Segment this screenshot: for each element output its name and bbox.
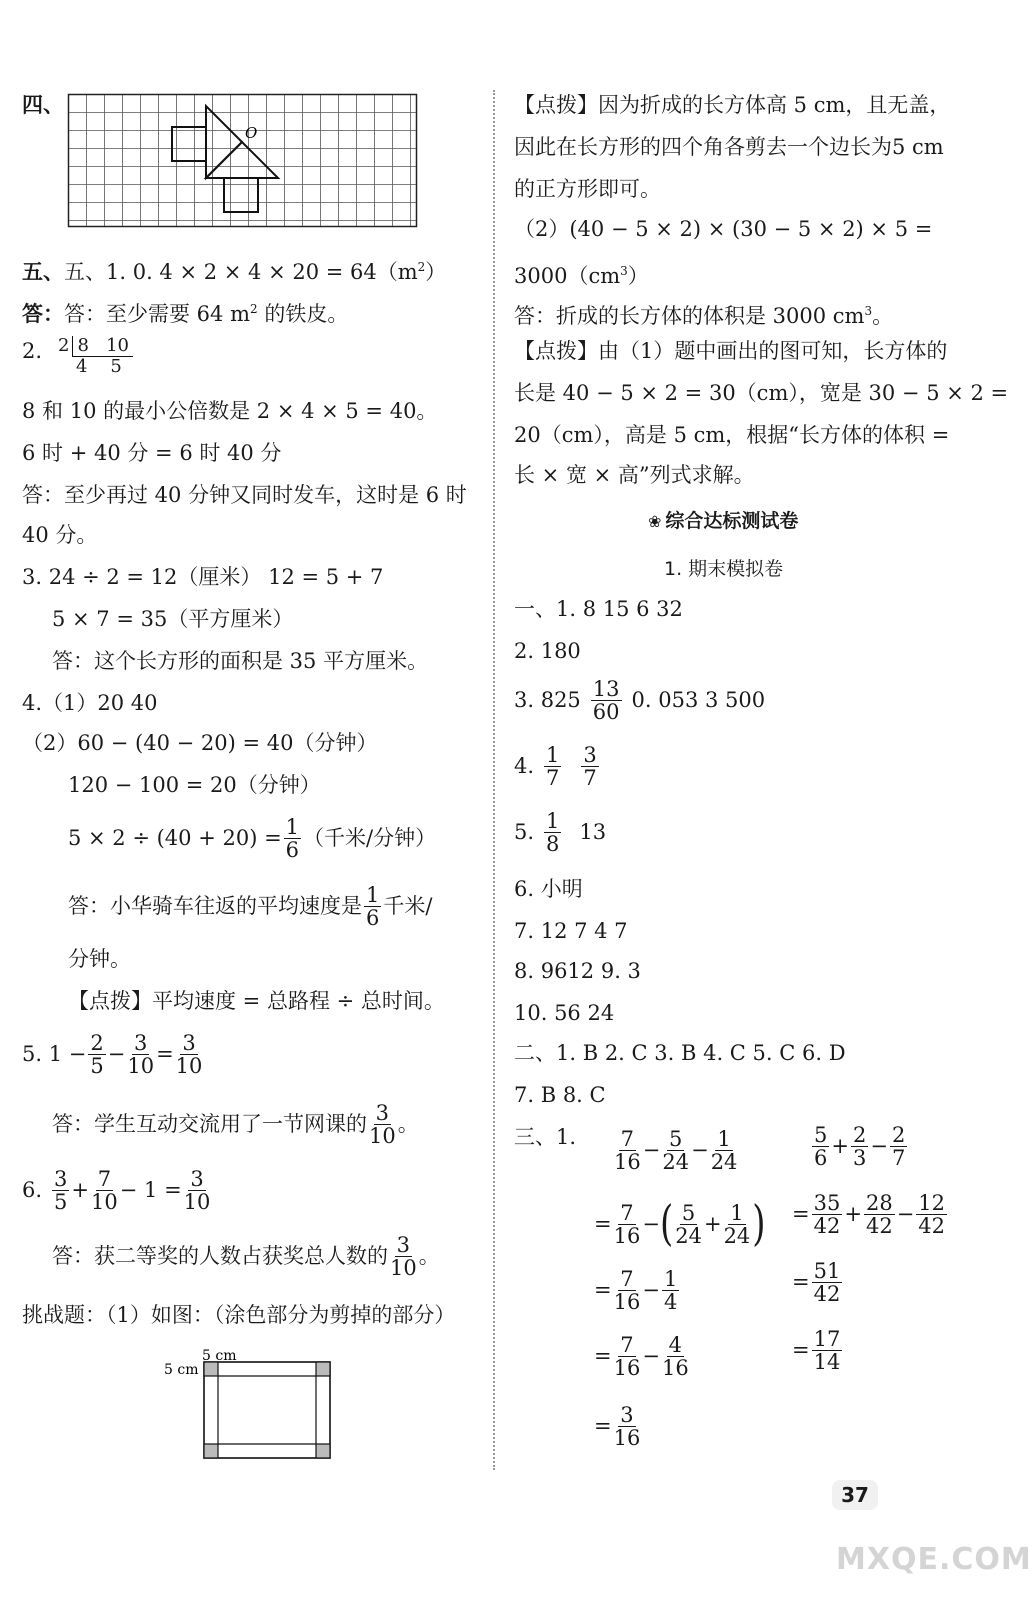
s5-1-answer: 答：答：至少需要 64 $m^2$ 的铁皮。: [22, 302, 349, 326]
s5-6-lead: 6.: [22, 1178, 43, 1202]
operator: =: [156, 1042, 174, 1066]
fraction: $\frac{1}{6}$: [366, 882, 380, 930]
s5-4-answer-cont: 分钟。: [68, 947, 131, 971]
q3-lead: 3. 825: [514, 688, 581, 712]
r-volume-result: [514, 258, 649, 289]
r-tip-2: 因此在长方形的四个角各剪去一个边长为5 cm: [514, 135, 944, 159]
fraction: $\frac{35}{42}$: [813, 1190, 841, 1238]
s5-6-answer: [52, 1230, 440, 1282]
q4-lead: 4.: [514, 754, 535, 778]
q7: 7. 12 7 4 7: [514, 919, 628, 943]
fraction: $\frac{1}{8}$: [546, 808, 560, 856]
section-title-text: 综合达标测试卷: [665, 510, 799, 532]
top-dim-label: 5 cm: [202, 1348, 237, 1364]
paw-icon: ❀: [648, 512, 662, 531]
s5-4-tip: 【点拨】平均速度 = 总路程 ÷ 总时间。: [68, 989, 445, 1013]
q4: [514, 740, 601, 792]
r6-sup: 3: [864, 304, 873, 318]
operator: −: [107, 1042, 126, 1066]
sub-title: 1. 期末模拟卷: [664, 558, 784, 580]
fraction: $\frac{1}{24}$: [723, 1200, 751, 1248]
fraction: $\frac{3}{10}$: [175, 1030, 203, 1078]
q8: 8. 9612 9. 3: [514, 959, 641, 983]
fraction: $\frac{2}{5}$: [90, 1030, 104, 1078]
s5-2-num: 2.: [22, 339, 43, 363]
left-dim-label: 5 cm: [164, 1362, 199, 1378]
s5-3-answer: 答：这个长方形的面积是 35 平方厘米。: [52, 649, 429, 673]
page-number: 37: [832, 1480, 878, 1510]
calc1-line5: = $\frac{3}{16}$: [594, 1402, 641, 1450]
q2: 2. 180: [514, 639, 581, 663]
s5-5-ans-end: 。: [397, 1112, 419, 1136]
r-tip-1: 【点拨】因为折成的长方体高 5 cm，且无盖，: [514, 93, 951, 117]
calc2-line4: = $\frac{17}{14}$: [792, 1326, 841, 1374]
r-tip-5: 长是 40 − 5 × 2 = 30（cm），宽是 30 − 5 × 2 =: [514, 381, 1009, 405]
calc1-line1: $\frac{7}{16}$ − $\frac{5}{24}$ − $\frac{1}{24}$: [614, 1126, 738, 1174]
operator: − 1 =: [119, 1178, 182, 1202]
fraction: $\frac{1}{4}$: [663, 1266, 678, 1314]
s5-4-ans-unit: 千米/: [383, 894, 433, 918]
q5-rest: 13: [579, 820, 607, 844]
s5-1-sup: 2: [417, 260, 426, 274]
fraction: $\frac{3}{7}$: [583, 742, 597, 790]
s5-1-ans-end: 的铁皮。: [257, 302, 349, 326]
q6: 6. 小明: [514, 877, 583, 901]
q3-rest: 0. 053 3 500: [631, 688, 766, 712]
fraction: $\frac{3}{10}$: [183, 1166, 211, 1214]
operator: +: [71, 1178, 90, 1202]
s5-4-2b: 120 − 100 = 20（分钟）: [68, 773, 321, 797]
column-divider: [493, 90, 495, 1470]
fraction: $\frac{1}{24}$: [710, 1126, 738, 1174]
fraction: $\frac{3}{10}$: [390, 1232, 417, 1280]
divisor: 2: [58, 335, 70, 356]
fraction: $\frac{3}{10}$: [127, 1030, 155, 1078]
s5-2-answer: 答：至少再过 40 分钟又同时发车，这时是 6 时: [22, 483, 467, 507]
r6-text: 答：折成的长方体的体积是 3000 cm: [514, 304, 865, 328]
fraction: $\frac{5}{6}$: [814, 1122, 828, 1170]
corner-cut: [204, 1362, 218, 1376]
dividends: 8 10: [72, 336, 133, 357]
quotients: 4 5: [76, 356, 122, 377]
q13: 三、1.: [514, 1125, 577, 1149]
s5-5-ans-text: 答：学生互动交流用了一节网课的: [52, 1112, 367, 1136]
s5-5-line: [22, 1028, 204, 1080]
r-tip-3: 的正方形即可。: [514, 177, 661, 201]
cut-corners-figure: [160, 1344, 340, 1464]
corner-cut: [316, 1362, 330, 1376]
s5-2-answer-cont: 40 分。: [22, 523, 98, 547]
s5-6-ans-text: 答：获二等奖的人数占获奖总人数的: [52, 1244, 388, 1268]
calc1-line4: = $\frac{7}{16}$ − $\frac{4}{16}$: [594, 1332, 689, 1380]
corner-cut: [316, 1444, 330, 1458]
fraction: $\frac{1}{6}$: [285, 814, 300, 862]
q1: 一、1. 8 15 6 32: [514, 597, 683, 621]
r6-end: 。: [872, 304, 894, 328]
fraction: $\frac{2}{7}$: [891, 1122, 906, 1170]
fraction: $\frac{7}{16}$: [613, 1266, 641, 1314]
rotated-triangle-shape: [206, 142, 278, 178]
s5-3-line: 3. 24 ÷ 2 = 12（厘米） 12 = 5 + 7: [22, 565, 384, 589]
fraction: $\frac{7}{16}$: [614, 1126, 641, 1174]
q11: 二、1. B 2. C 3. B 4. C 5. C 6. D: [514, 1041, 846, 1065]
fraction: $\frac{1}{7}$: [546, 742, 560, 790]
fraction: $\frac{5}{24}$: [662, 1126, 690, 1174]
s5-1-ans-text: 答：至少需要 64 m: [64, 302, 250, 326]
fraction: $\frac{2}{3}$: [852, 1122, 867, 1170]
s5-4-speed-expr: 5 × 2 ÷ (40 + 20) =: [68, 826, 282, 850]
s5-2-lcm: 8 和 10 的最小公倍数是 2 × 4 × 5 = 40。: [22, 399, 438, 423]
fraction: $\frac{17}{14}$: [813, 1326, 841, 1374]
r-volume-answer: [514, 298, 893, 329]
fraction: $\frac{13}{60}$: [592, 676, 620, 724]
s5-4-ans-text: 答：小华骑车往返的平均速度是: [68, 894, 362, 918]
fraction: $\frac{7}{16}$: [613, 1200, 641, 1248]
fraction: $\frac{3}{5}$: [54, 1166, 68, 1214]
s5-4-speed: [68, 812, 436, 864]
r-tip-7: 长 × 宽 × 高”列式求解。: [514, 463, 755, 487]
calc1-line3: = $\frac{7}{16}$ − $\frac{1}{4}$: [594, 1266, 678, 1314]
square-shape: [172, 127, 206, 161]
r5-text: 3000（cm: [514, 264, 621, 288]
fraction: $\frac{4}{16}$: [661, 1332, 689, 1380]
fraction: $\frac{12}{42}$: [918, 1190, 946, 1238]
calc2-line1: $\frac{5}{6}$ + $\frac{2}{3}$ − $\frac{2}{7}$: [814, 1122, 906, 1170]
s5-6-line: [22, 1164, 212, 1216]
s5-4-answer: [68, 880, 432, 932]
short-division: [58, 336, 133, 377]
q5-lead: 5.: [514, 820, 535, 844]
grid-figure: [68, 94, 420, 230]
section-title: [648, 508, 798, 535]
fraction: $\frac{7}{10}$: [91, 1166, 118, 1214]
r-tip-4: 【点拨】由（1）题中画出的图可知，长方体的: [514, 339, 948, 363]
calc1-line2: = $\frac{7}{16}$ − ( $\frac{5}{24}$ + $\frac{1}{24}$ ): [594, 1196, 766, 1252]
corner-cut: [204, 1444, 218, 1458]
s5-1-line: 五、五、1. 0. $4 \times 2 \times 4 \times 20 = 64(m^2)$: [22, 260, 447, 284]
s5-1-ans-sup: 2: [250, 302, 258, 316]
r5-end: ）: [627, 264, 649, 288]
s5-2-time: 6 时 + 40 分 = 6 时 40 分: [22, 441, 282, 465]
q12: 7. B 8. C: [514, 1083, 606, 1107]
s5-3-area: 5 × 7 = 35（平方厘米）: [52, 607, 294, 631]
challenge-line: 挑战题：（1）如图：（涂色部分为剪掉的部分）: [22, 1303, 456, 1327]
triangle-shape: [206, 106, 242, 178]
fraction: $\frac{5}{24}$: [675, 1200, 702, 1248]
section-four-label: 四、: [22, 93, 64, 117]
s5-1-end: ）: [425, 260, 447, 284]
s5-6-ans-end: 。: [418, 1244, 440, 1268]
s5-4-2: （2）60 − (40 − 20) = 40（分钟）: [22, 731, 378, 755]
fraction: $\frac{3}{10}$: [369, 1100, 396, 1148]
fraction: $\frac{7}{16}$: [613, 1332, 641, 1380]
r5-sup: 3: [620, 264, 628, 278]
fraction: $\frac{3}{16}$: [613, 1402, 641, 1450]
calc2-line3: = $\frac{51}{42}$: [792, 1258, 841, 1306]
s5-1-expr: 五、1. 0. 4 × 2 × 4 × 20 = 64（m: [64, 260, 418, 284]
s5-5-lead: 5. 1 −: [22, 1042, 87, 1066]
point-o-label: O: [245, 124, 258, 142]
r-tip-6: 20（cm），高是 5 cm，根据“长方体的体积 =: [514, 423, 950, 447]
r-volume-expr: （2）(40 − 5 × 2) × (30 − 5 × 2) × 5 =: [514, 217, 933, 241]
watermark: MXQE.COM: [836, 1542, 1032, 1577]
s5-5-answer: [52, 1098, 419, 1150]
q10: 10. 56 24: [514, 1001, 615, 1025]
q5: [514, 806, 606, 858]
fraction: $\frac{51}{42}$: [813, 1258, 841, 1306]
fraction: $\frac{28}{42}$: [865, 1190, 893, 1238]
q3: [514, 674, 765, 726]
s5-4-1: 4.（1）20 40: [22, 691, 158, 715]
rotated-square-shape: [224, 178, 258, 212]
s5-4-speed-unit: （千米/分钟）: [303, 826, 437, 850]
calc2-line2: = $\frac{35}{42}$ + $\frac{28}{42}$ − $\frac{12}{42}$: [792, 1190, 946, 1238]
